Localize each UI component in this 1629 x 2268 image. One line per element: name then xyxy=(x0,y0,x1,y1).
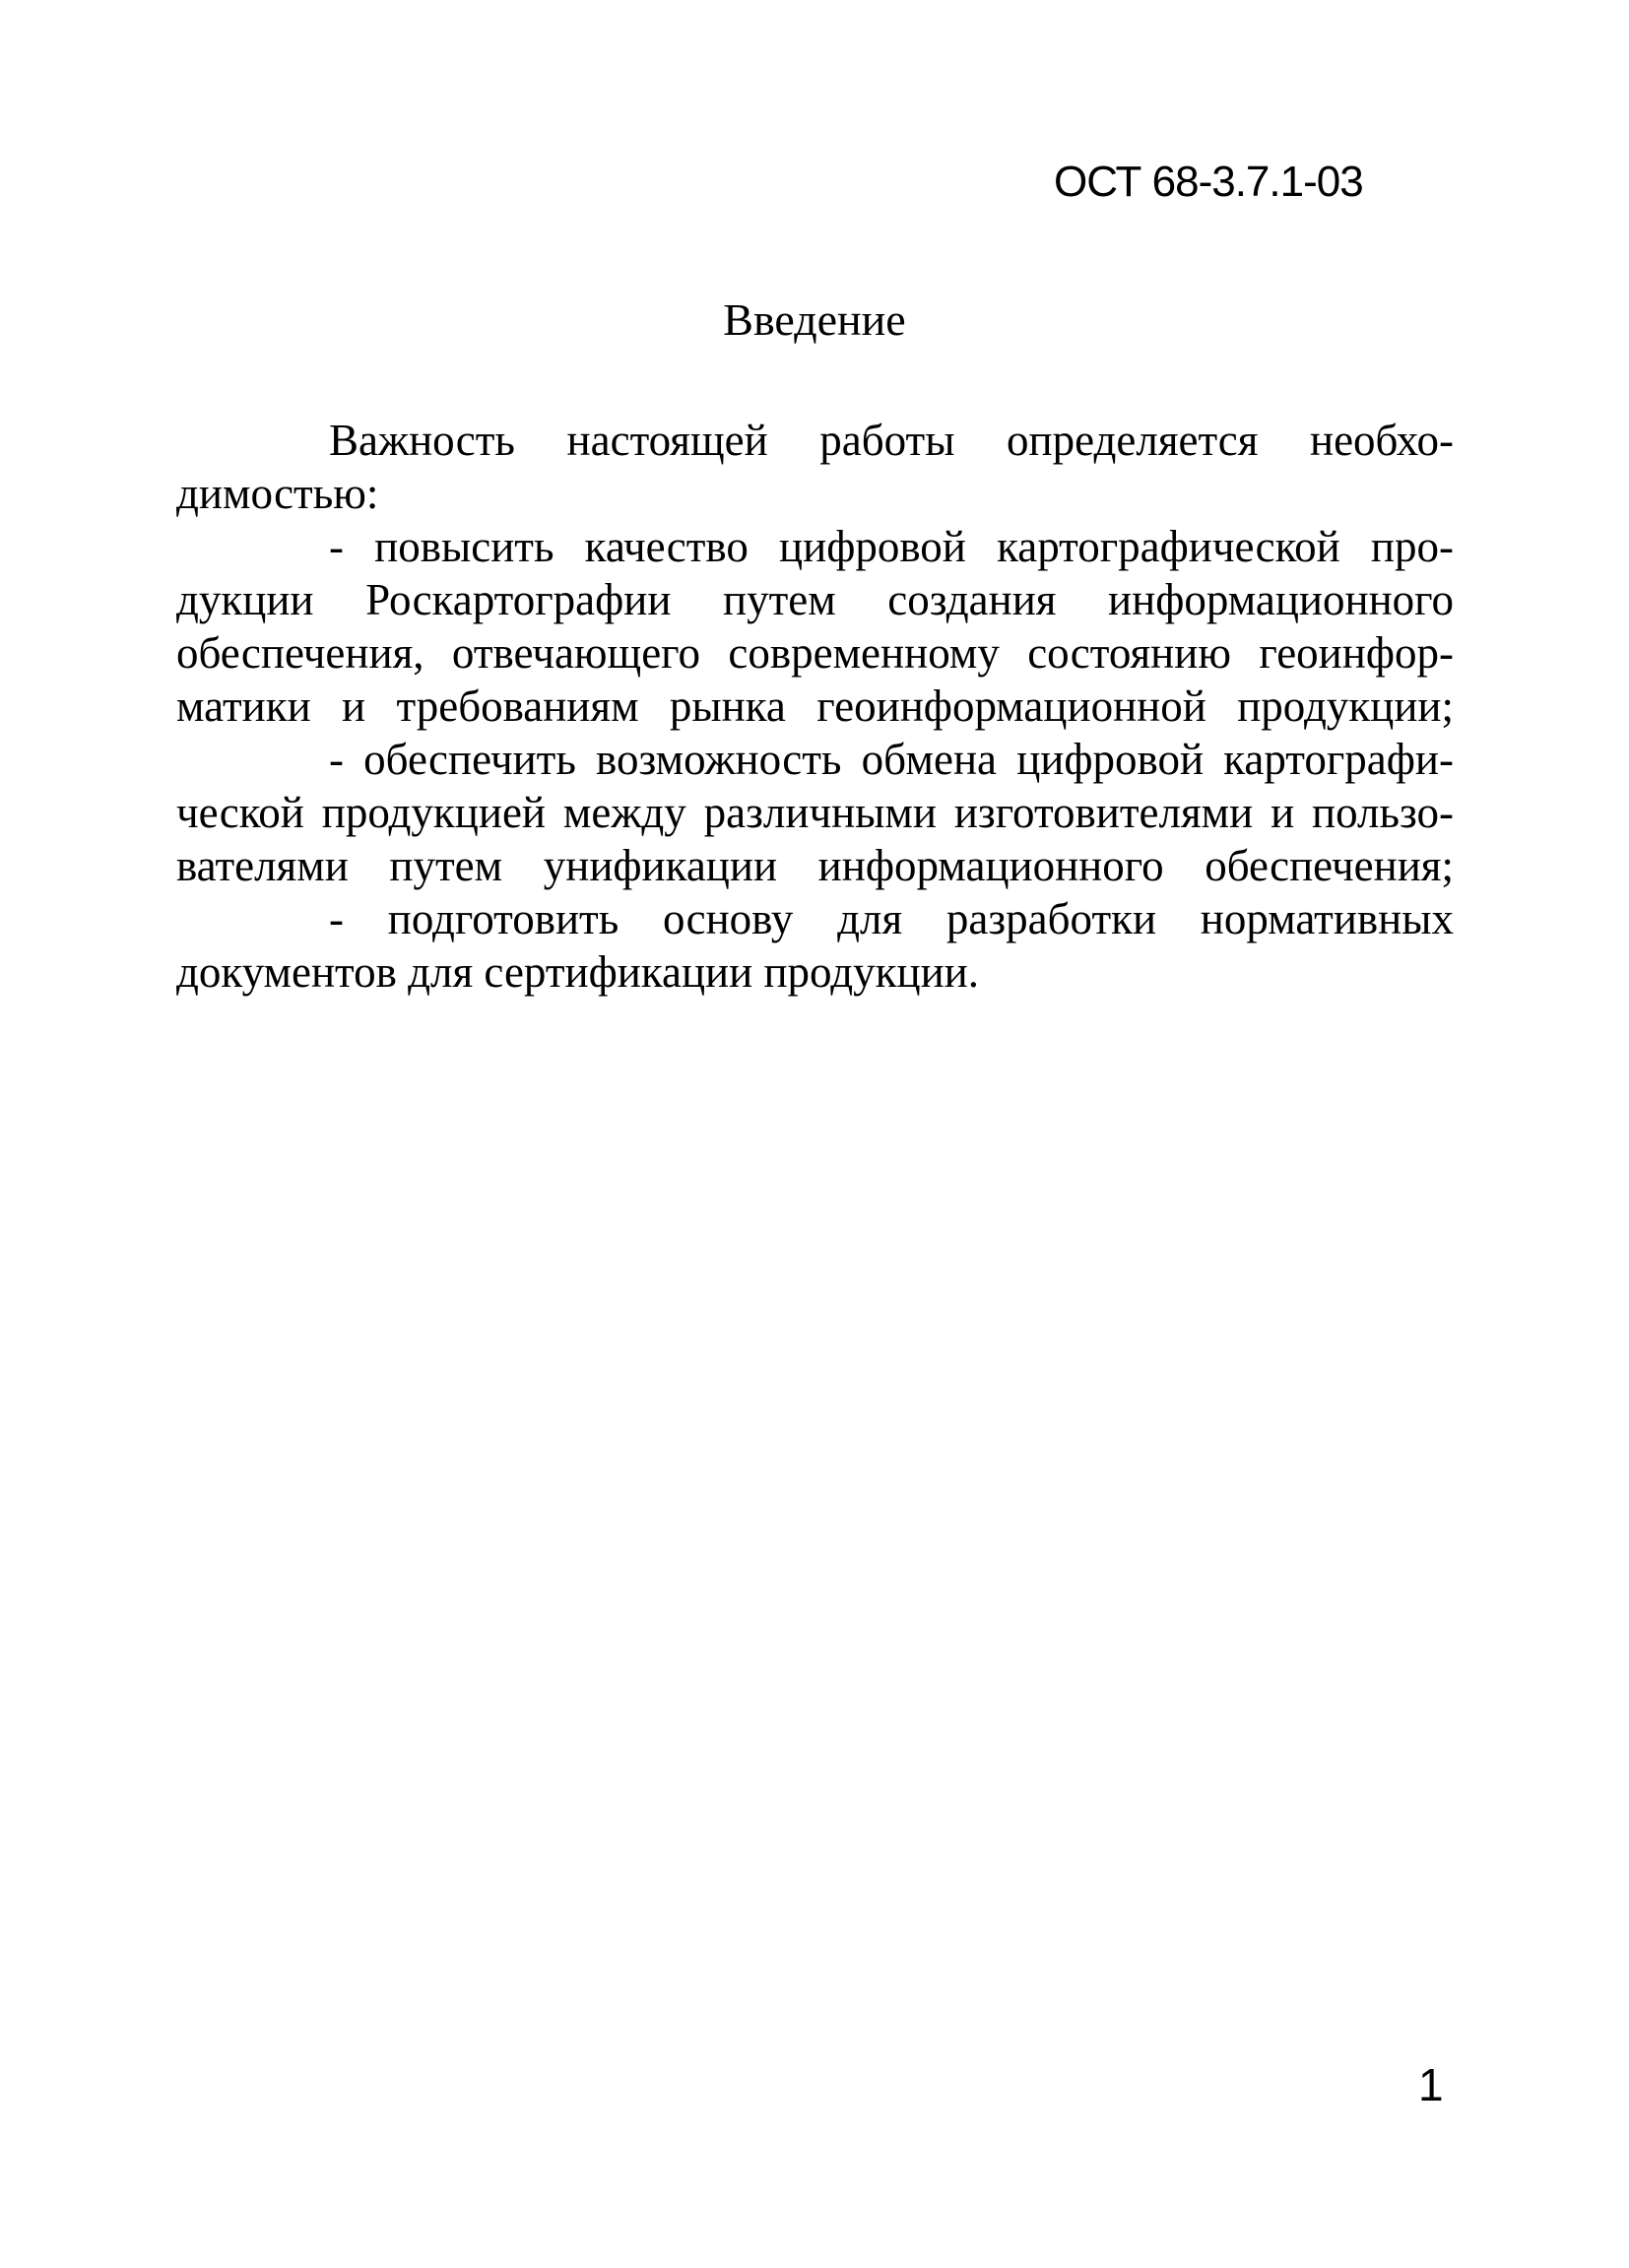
paragraph-line: - повысить качество цифровой картографической про- xyxy=(329,522,1454,571)
paragraph-line: матики и требованиям рынка геоинформационной продукции; xyxy=(176,681,1454,731)
paragraph-line: вателями путем унификации информационного обеспечения; xyxy=(176,841,1454,890)
paragraph-line: ческой продукцией между различными изготовителями и пользо- xyxy=(176,788,1454,837)
paragraph-line: - подготовить основу для разработки нормативных xyxy=(329,894,1454,943)
paragraph-line: Важность настоящей работы определяется необхо- xyxy=(329,416,1454,465)
page-number: 1 xyxy=(1418,2059,1444,2110)
paragraph-line: документов для сертификации продукции. xyxy=(176,947,980,997)
paragraph-line: димостью: xyxy=(176,469,379,518)
paragraph-line: обеспечения, отвечающего современному состоянию геоинфор- xyxy=(176,628,1454,678)
paragraph-line: дукции Роскартографии путем создания информационного xyxy=(176,575,1454,624)
section-title: Введение xyxy=(723,294,906,345)
document-code: ОСТ 68-3.7.1-03 xyxy=(1054,158,1363,206)
paragraph-line: - обеспечить возможность обмена цифровой картографи- xyxy=(329,735,1454,784)
